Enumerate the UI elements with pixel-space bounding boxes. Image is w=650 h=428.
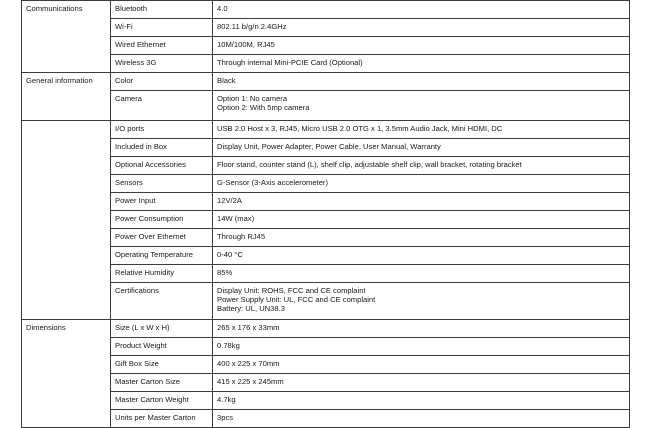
table-row xyxy=(22,356,630,374)
table-row xyxy=(22,91,630,121)
spec-value: 4.0 xyxy=(213,1,630,19)
spec-label: I/O ports xyxy=(111,121,213,139)
spec-value: Display Unit: ROHS, FCC and CE complaint Power Supply Unit: UL, FCC and CE complaint Battery: UL, UN38.3 xyxy=(213,283,630,320)
spec-value: 802.11 b/g/n 2.4GHz xyxy=(213,19,630,37)
spec-label: Units per Master Carton xyxy=(111,410,213,428)
spec-label: Relative Humidity xyxy=(111,265,213,283)
spec-value: 10M/100M, RJ45 xyxy=(213,37,630,55)
spec-label: Product Weight xyxy=(111,338,213,356)
table-row xyxy=(22,247,630,265)
spec-label: Wired Ethernet xyxy=(111,37,213,55)
spec-label: Master Carton Weight xyxy=(111,392,213,410)
table-row xyxy=(22,37,630,55)
table-row xyxy=(22,73,630,91)
table-row xyxy=(22,175,630,193)
table-row xyxy=(22,211,630,229)
spec-value: G-Sensor (3-Axis accelerometer) xyxy=(213,175,630,193)
spec-value: Option 1: No camera Option 2: With 5mp camera xyxy=(213,91,630,121)
table-row xyxy=(22,19,630,37)
spec-table xyxy=(21,0,630,428)
category-communications: Communications xyxy=(22,1,111,73)
spec-label: Included in Box xyxy=(111,139,213,157)
spec-value: 4.7kg xyxy=(213,392,630,410)
spec-value: Black xyxy=(213,73,630,91)
spec-value: Through internal Mini-PCIE Card (Optional) xyxy=(213,55,630,73)
spec-label: Sensors xyxy=(111,175,213,193)
table-row xyxy=(22,121,630,139)
spec-label: Wi-Fi xyxy=(111,19,213,37)
table-row xyxy=(22,157,630,175)
category-blank-cell xyxy=(22,121,111,320)
spec-label: Gift Box Size xyxy=(111,356,213,374)
spec-value: USB 2.0 Host x 3, RJ45, Micro USB 2.0 OTG x 1, 3.5mm Audio Jack, Mini HDMI, DC xyxy=(213,121,630,139)
table-row xyxy=(22,193,630,211)
category-general-information: General information xyxy=(22,73,111,121)
spec-label: Operating Temperature xyxy=(111,247,213,265)
table-row xyxy=(22,1,630,19)
table-row xyxy=(22,410,630,428)
table-row xyxy=(22,139,630,157)
spec-value: Through RJ45 xyxy=(213,229,630,247)
spec-label: Power Consumption xyxy=(111,211,213,229)
table-row xyxy=(22,320,630,338)
table-row xyxy=(22,338,630,356)
spec-value: 0-40 °C xyxy=(213,247,630,265)
spec-label: Camera xyxy=(111,91,213,121)
spec-value: 14W (max) xyxy=(213,211,630,229)
table-row xyxy=(22,283,630,320)
table-row xyxy=(22,265,630,283)
spec-value: Floor stand, counter stand (L), shelf clip, adjustable shelf clip, wall bracket, rotating bracket xyxy=(213,157,630,175)
table-row xyxy=(22,229,630,247)
spec-value: 415 x 225 x 245mm xyxy=(213,374,630,392)
spec-value: 12V/2A xyxy=(213,193,630,211)
spec-value: 265 x 176 x 33mm xyxy=(213,320,630,338)
spec-label: Master Carton Size xyxy=(111,374,213,392)
spec-label: Certifications xyxy=(111,283,213,320)
table-row xyxy=(22,374,630,392)
spec-value: 3pcs xyxy=(213,410,630,428)
category-dimensions: Dimensions xyxy=(22,320,111,428)
spec-label: Color xyxy=(111,73,213,91)
spec-label: Power Input xyxy=(111,193,213,211)
spec-label: Size (L x W x H) xyxy=(111,320,213,338)
spec-label: Bluetooth xyxy=(111,1,213,19)
table-row xyxy=(22,392,630,410)
spec-value: 0.78kg xyxy=(213,338,630,356)
spec-label: Power Over Ethernet xyxy=(111,229,213,247)
spec-label: Wireless 3G xyxy=(111,55,213,73)
spec-value: 400 x 225 x 70mm xyxy=(213,356,630,374)
spec-value: 85% xyxy=(213,265,630,283)
spec-label: Optional Accessories xyxy=(111,157,213,175)
table-row xyxy=(22,55,630,73)
spec-value: Display Unit, Power Adapter, Power Cable, User Manual, Warranty xyxy=(213,139,630,157)
